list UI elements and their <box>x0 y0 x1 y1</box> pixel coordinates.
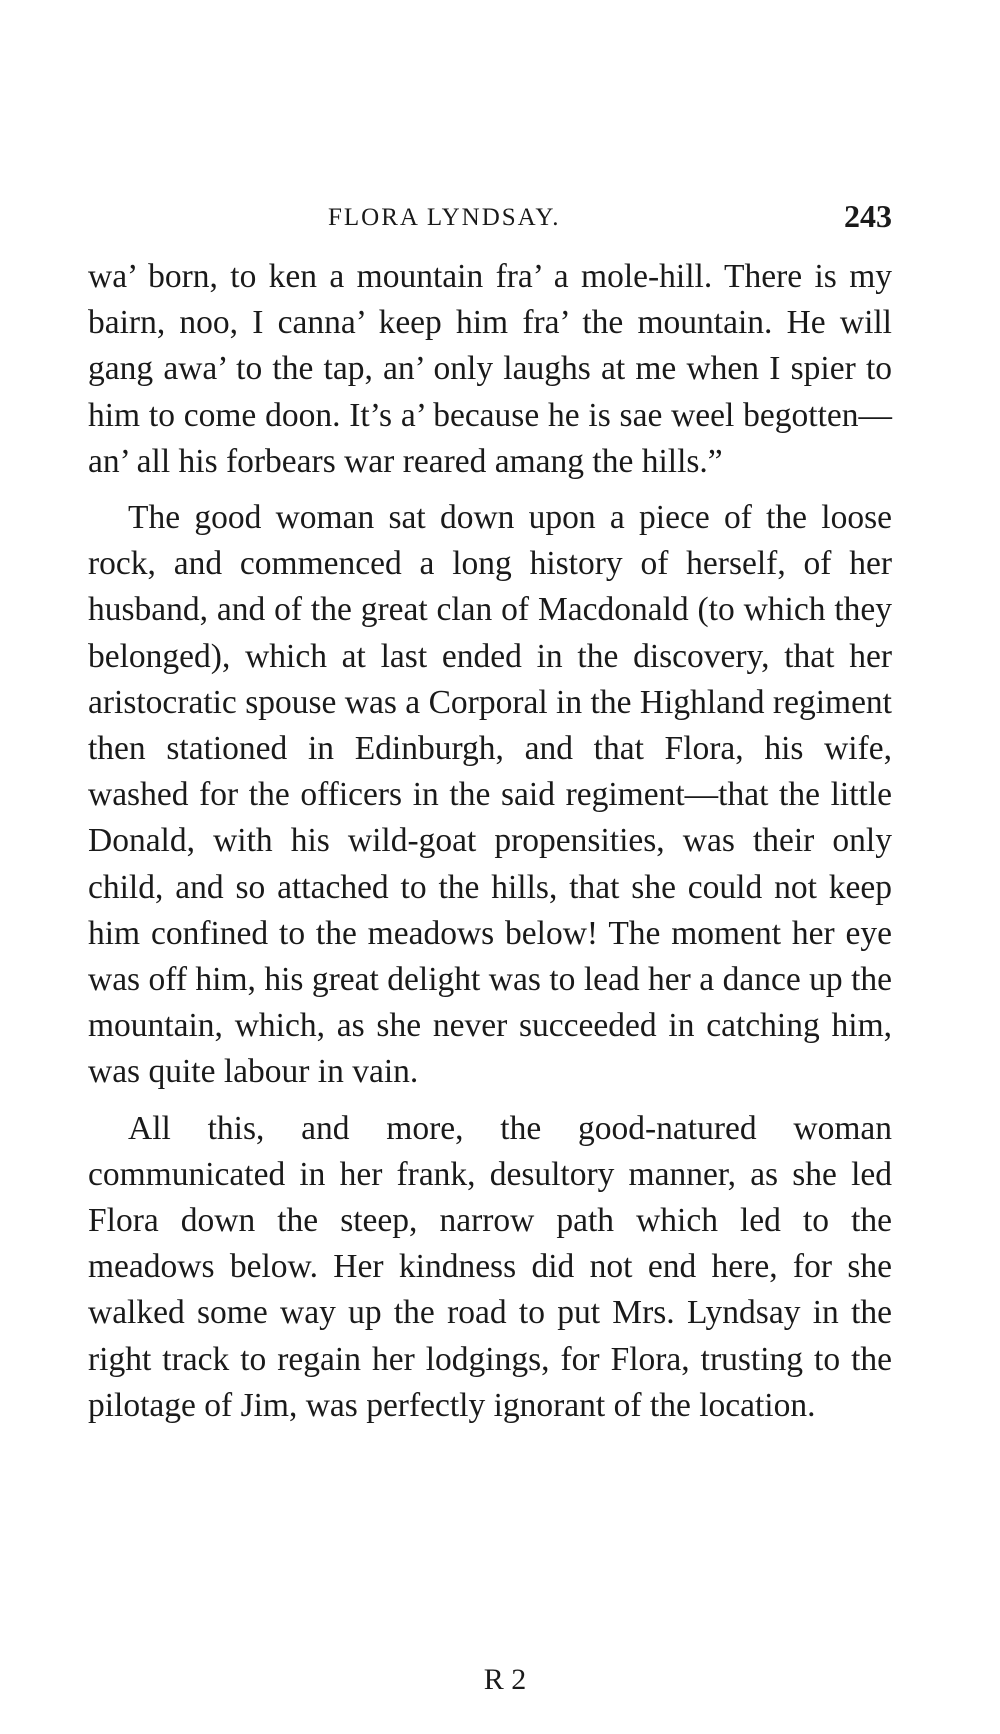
paragraph-2: The good woman sat down upon a piece of the loose rock, and commenced a long history of herself, of her husband, and of the great clan of Macdonald (to which they belonged), which at last ended in the discovery, that her aristocratic spouse was a Corporal in the Highland regiment then stationed in Edinburgh, and that Flora, his wife, washed for the officers in the said regiment—that the little Donald, with his wild-goat propensities, was their only child, and so attached to the hills, that she could not keep him confined to the meadows below! The moment her eye was off him, his great delight was to lead her a dance up the mountain, which, as she never succeeded in catching him, was quite labour in vain. <box>88 499 892 1091</box>
paragraph-3: All this, and more, the good-natured woman communicated in her frank, desultory manner, as she led Flora down the steep, narrow path which led to the meadows below. Her kindness did not end here, for she walked some way up the road to put Mrs. Lyndsay in the right track to regain her lodgings, for Flora, trusting to the pilotage of Jim, was perfectly ignorant of the location. <box>88 1109 892 1424</box>
signature-mark <box>0 1663 1000 1697</box>
page-number: 243 <box>844 198 892 234</box>
signature-mark-text: R 2 <box>483 1663 527 1696</box>
body-text <box>88 254 892 1429</box>
running-title: FLORA LYNDSAY. <box>328 204 561 231</box>
running-head <box>88 198 892 238</box>
paragraph-1: wa’ born, to ken a mountain fra’ a mole-hill. There is my bairn, noo, I canna’ keep him fra’ the mountain. He will gang awa’ to the tap, an’ only laughs at me when I spier to him to come doon. It’s a’ because he is sae weel begotten—an’ all his forbears war reared amang the hills.” <box>88 258 892 480</box>
